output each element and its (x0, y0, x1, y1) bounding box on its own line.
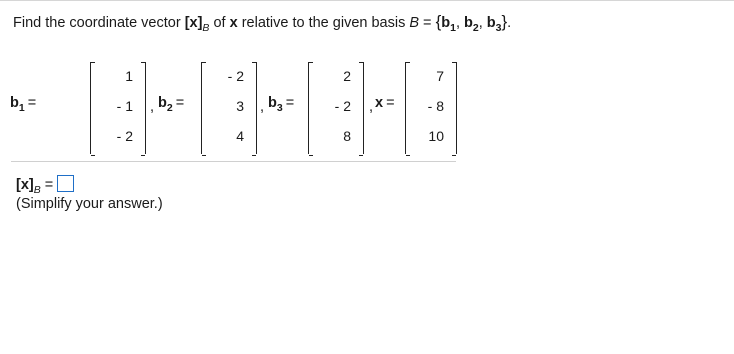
x-matrix (405, 62, 457, 154)
answer-row (16, 175, 74, 196)
top-border (0, 0, 734, 1)
answer-input[interactable] (57, 175, 74, 192)
matrix-cell: - 2 (227, 68, 244, 84)
divider (11, 161, 456, 162)
comma: , (150, 99, 155, 115)
matrix-cell: 4 (236, 128, 244, 144)
matrix-cell: 8 (343, 128, 351, 144)
question-text: Find the coordinate vector $[x]_B$ of x relative to the given basis $B = \{b_1$, $b_2$, $b_3$}. (13, 12, 512, 34)
matrix-cell: - 1 (116, 98, 133, 114)
x-label: x = (375, 95, 395, 111)
answer-hint: (Simplify your answer.) (16, 196, 163, 212)
b2-label: $b_2$ = (158, 95, 185, 114)
matrix-cell: 7 (436, 68, 444, 84)
comma: , (369, 99, 374, 115)
b3-matrix (308, 62, 364, 154)
b1-matrix (90, 62, 146, 154)
matrix-cell: 10 (428, 128, 444, 144)
b1-label: $b_1$ = (10, 95, 37, 114)
b3-label: $b_3$ = (268, 95, 295, 114)
matrix-cell: 1 (125, 68, 133, 84)
answer-label: [x] (16, 177, 34, 193)
matrix-cell: 3 (236, 98, 244, 114)
answer-sub: B (33, 184, 41, 196)
matrix-cell: - 2 (334, 98, 351, 114)
answer-equals: = (40, 177, 54, 193)
comma: , (260, 99, 265, 115)
matrix-cell: 2 (343, 68, 351, 84)
matrix-cell: - 2 (116, 128, 133, 144)
matrix-cell: - 8 (427, 98, 444, 114)
b2-matrix (201, 62, 257, 154)
